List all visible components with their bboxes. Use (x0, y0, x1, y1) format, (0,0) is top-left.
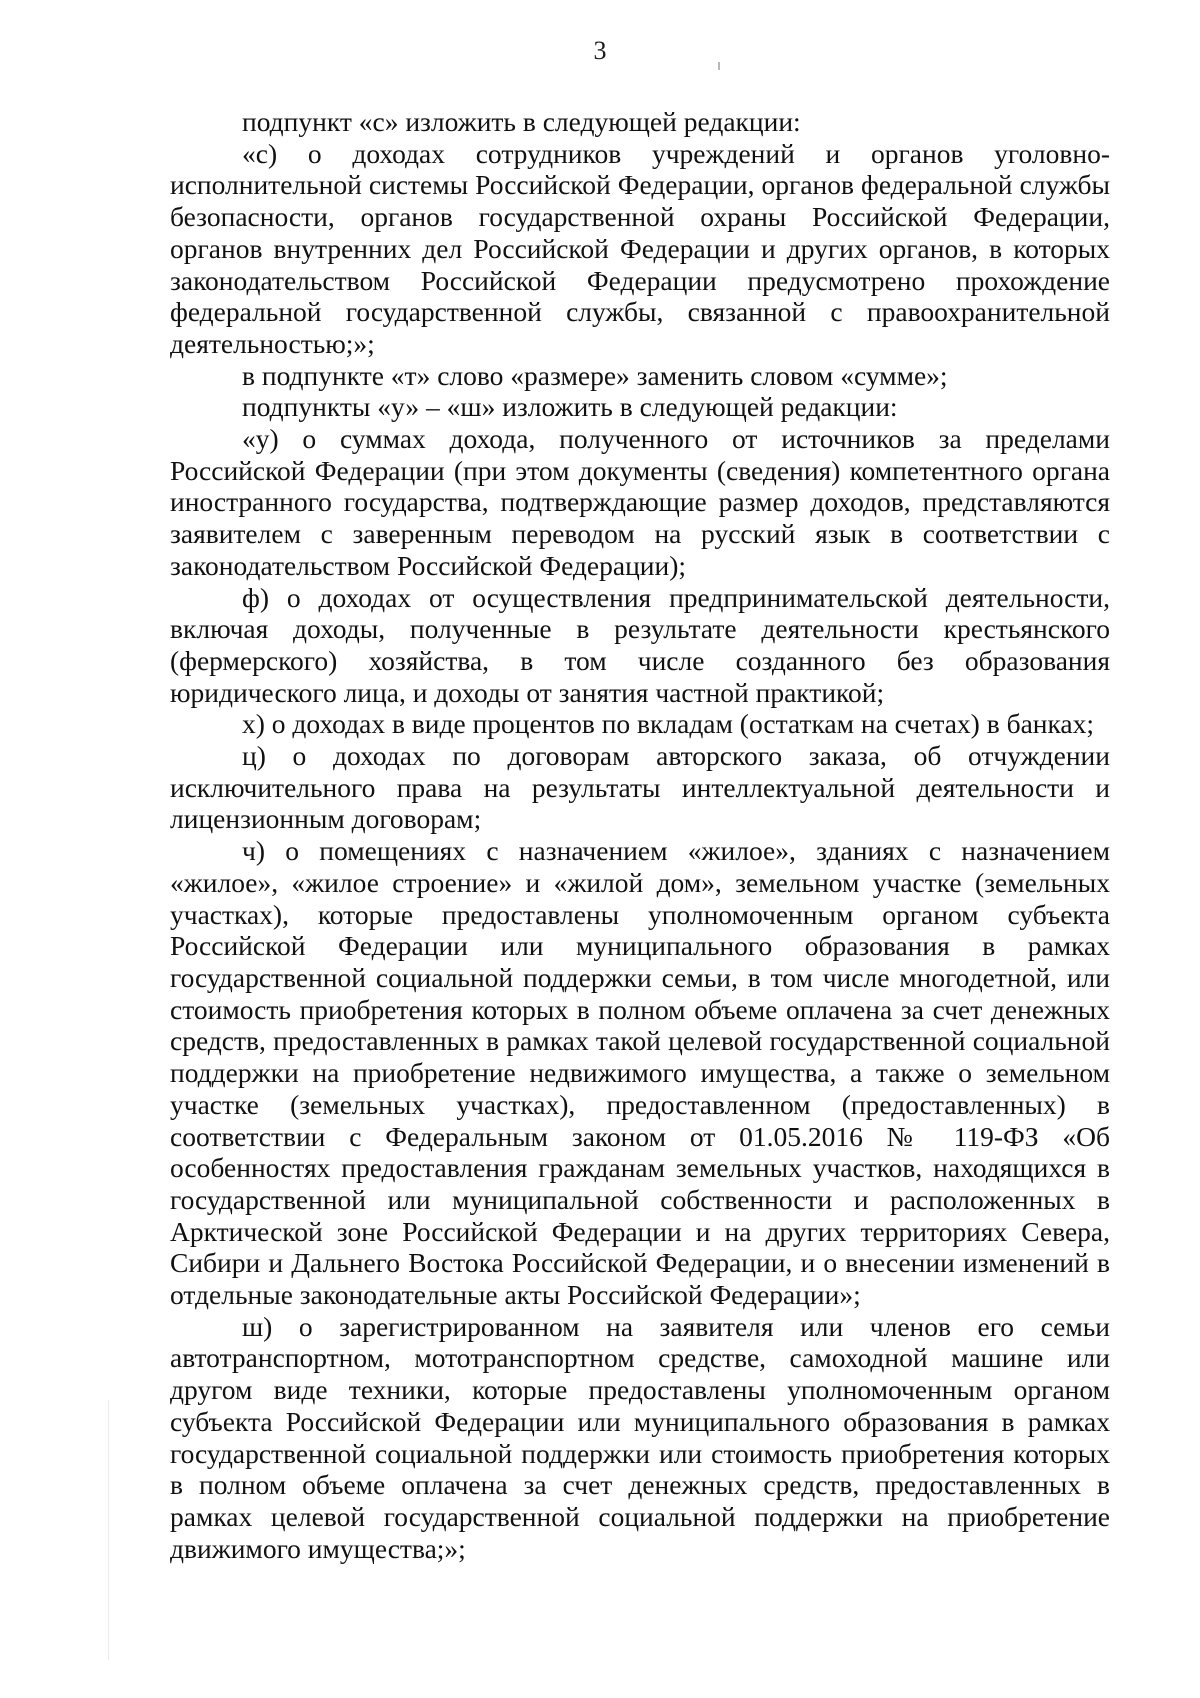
document-body (170, 106, 1110, 1564)
paragraph-subpoint-u: «у) о суммах дохода, полученного от источников за пределами Российской Федерации (при этом документы (сведения) компетентного органа иностранного государства, подтверждающие размер доходов, представляются заявителем с заверенным переводом на русский язык в соответствии с законодательством Российской Федерации); (170, 423, 1110, 581)
paragraph-subpoint-ch: ч) о помещениях с назначением «жилое», зданиях с назначением «жилое», «жилое строение» и «жилой дом», земельном участке (земельных участках), которые предоставлены уполномоченным органом субъекта Российской Федерации или муниципального образования в рамках государственной социальной поддержки семьи, в том числе многодетной, или стоимость приобретения которых в полном объеме оплачена за счет денежных средств, предоставленных в рамках такой целевой государственной социальной поддержки на приобретение недвижимого имущества, а также о земельном участке (земельных участках), предоставленном (предоставленных) в соответствии с Федеральным законом от 01.05.2016 № 119-ФЗ «Об особенностях предоставления гражданам земельных участков, находящихся в государственной или муниципальной собственности и расположенных в Арктической зоне Российской Федерации и на других территориях Севера, Сибири и Дальнего Востока Российской Федерации, и о внесении изменений в отдельные законодательные акты Российской Федерации»; (170, 835, 1110, 1311)
paragraph-subpoint-ts: ц) о доходах по договорам авторского заказа, об отчуждении исключительного права на результаты интеллектуальной деятельности и лицензионным договорам; (170, 740, 1110, 835)
paragraph-subpoint-sh: ш) о зарегистрированном на заявителя или членов его семьи автотранспортном, мототранспортном средстве, самоходной машине или другом виде техники, которые предоставлены уполномоченным органом субъекта Российской Федерации или муниципального образования в рамках государственной социальной поддержки или стоимость приобретения которых в полном объеме оплачена за счет денежных средств, предоставленных в рамках целевой государственной социальной поддержки на приобретение движимого имущества;»; (170, 1310, 1110, 1564)
scan-artifact-line (108, 1400, 109, 1660)
scan-artifact (718, 62, 720, 70)
paragraph-subpoint-t: в подпункте «т» слово «размере» заменить словом «сумме»; (242, 359, 948, 391)
paragraph-subpoint-f: ф) о доходах от осуществления предпринимательской деятельности, включая доходы, полученные в результате деятельности крестьянского (фермерского) хозяйства, в том числе созданного без образования юридического лица, и доходы от занятия частной практикой; (170, 581, 1110, 708)
paragraph-subpoints-u-sh-intro: подпункты «у» – «ш» изложить в следующей редакции: (242, 391, 898, 423)
paragraph-subpoint-s: «с) о доходах сотрудников учреждений и органов уголовно-исполнительной системы Российской Федерации, органов федеральной службы безопасности, органов государственной охраны Российской Федерации, органов внутренних дел Российской Федерации и других органов, в которых законодательством Российской Федерации предусмотрено прохождение федеральной государственной службы, связанной с правоохранительной деятельностью;»; (170, 137, 1110, 359)
page-number: 3 (593, 36, 607, 65)
paragraph-subpoint-kh: х) о доходах в виде процентов по вкладам (остаткам на счетах) в банках; (242, 708, 1095, 740)
paragraph-subpoint-s-intro: подпункт «с» изложить в следующей редакции: (242, 106, 801, 137)
